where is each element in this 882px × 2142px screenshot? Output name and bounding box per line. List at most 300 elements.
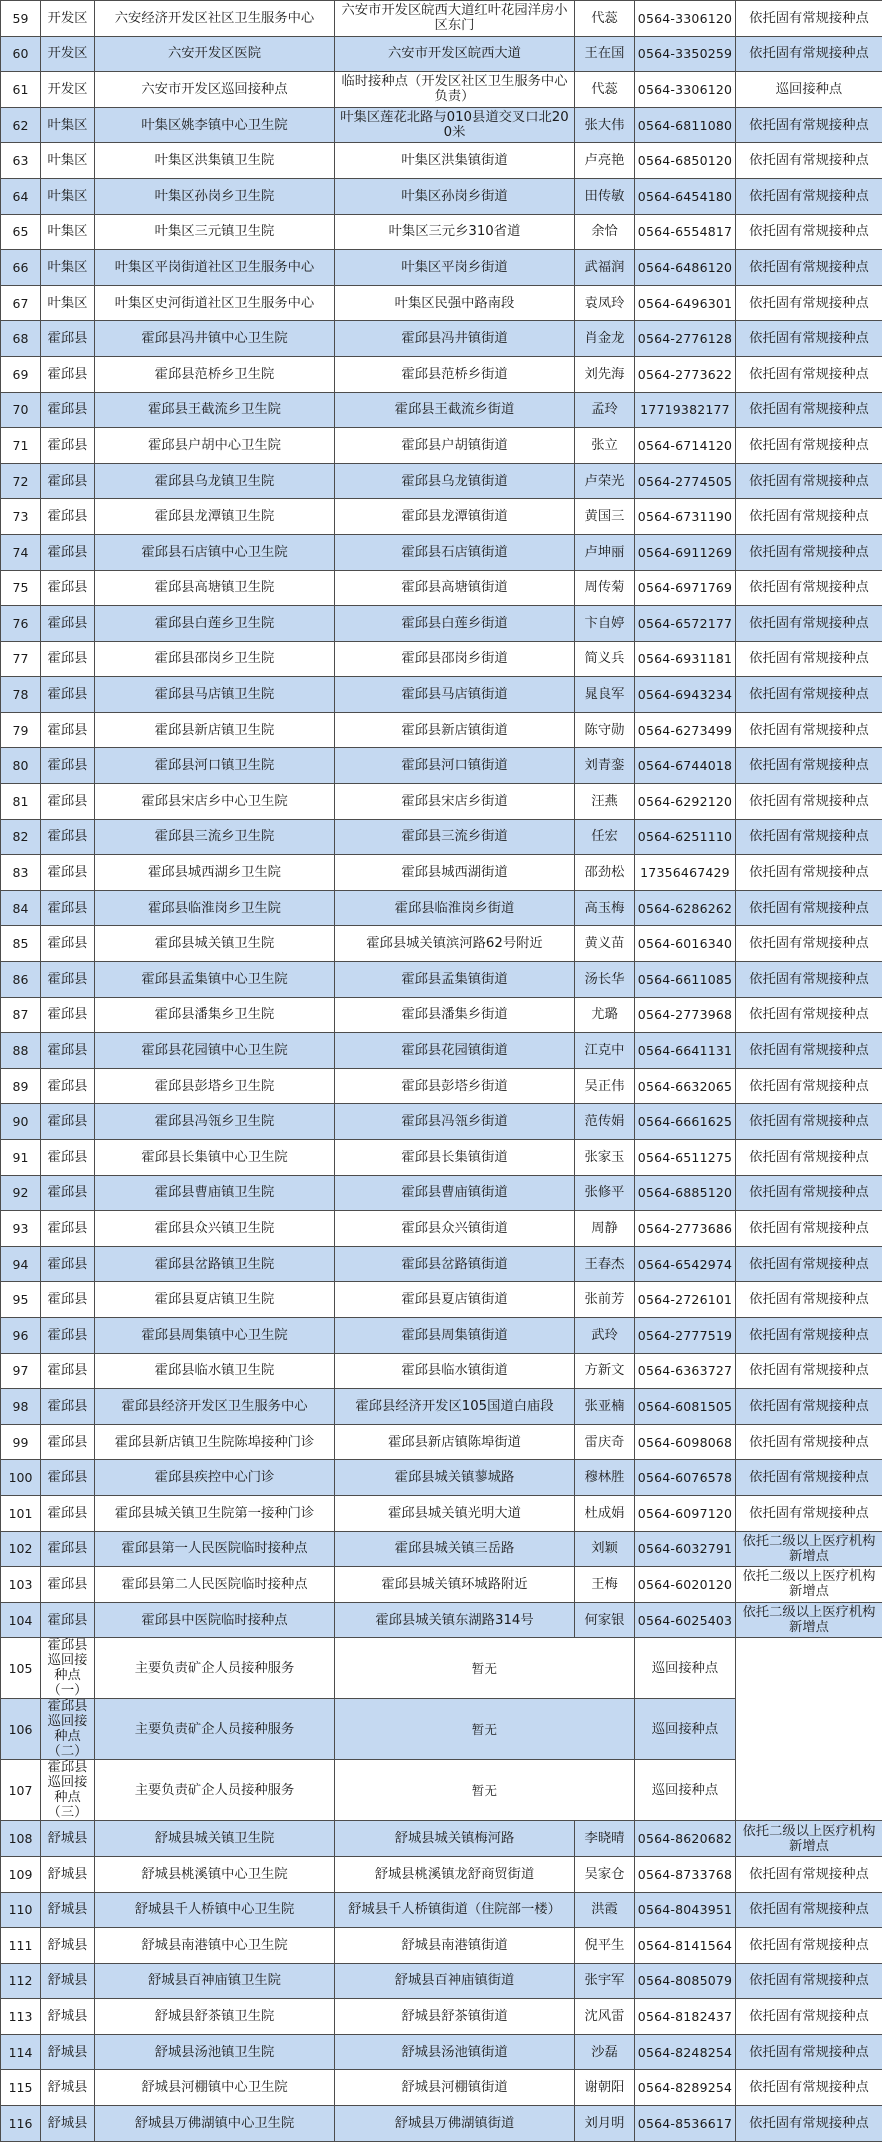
cell-address: 霍邱县城西湖街道 [335,855,575,891]
table-row [1,1760,882,1821]
cell-phone: 0564-8085079 [635,1963,736,1999]
cell-contact: 王在国 [575,36,635,72]
cell-contact: 卢亮艳 [575,143,635,179]
cell-no: 97 [1,1353,41,1389]
cell-address: 叶集区三元乡310省道 [335,214,575,250]
cell-phone: 0564-6714120 [635,428,736,464]
cell-address: 临时接种点（开发区社区卫生服务中心负责） [335,72,575,108]
cell-no: 81 [1,784,41,820]
cell-address: 霍邱县高塘镇街道 [335,570,575,606]
cell-no: 60 [1,36,41,72]
table-row [1,1140,882,1176]
cell-site-type: 依托固有常规接种点 [736,178,882,214]
cell-no: 110 [1,1892,41,1928]
cell-no: 104 [1,1602,41,1638]
cell-district: 叶集区 [41,143,95,179]
cell-site-type: 依托二级以上医疗机构新增点 [736,1531,882,1567]
cell-district: 霍邱县 [41,1246,95,1282]
cell-site-type: 依托固有常规接种点 [736,1,882,37]
cell-address: 叶集区平岗乡街道 [335,250,575,286]
cell-phone: 0564-6850120 [635,143,736,179]
table-row [1,1460,882,1496]
cell-phone: 0564-6020120 [635,1567,736,1603]
cell-district: 舒城县 [41,1821,95,1857]
cell-site-name: 霍邱县花园镇中心卫生院 [95,1033,335,1069]
cell-site-name: 舒城县百神庙镇卫生院 [95,1963,335,1999]
cell-site-type: 依托固有常规接种点 [736,1963,882,1999]
cell-no: 83 [1,855,41,891]
cell-site-type: 依托固有常规接种点 [736,855,882,891]
cell-contact: 田传敏 [575,178,635,214]
cell-address: 舒城县桃溪镇龙舒商贸街道 [335,1856,575,1892]
cell-phone: 0564-6016340 [635,926,736,962]
cell-district: 霍邱县 [41,570,95,606]
cell-no: 70 [1,392,41,428]
cell-contact: 王春杰 [575,1246,635,1282]
cell-contact: 张宇军 [575,1963,635,1999]
cell-phone: 暂无 [335,1638,635,1699]
cell-phone: 0564-8620682 [635,1821,736,1857]
cell-phone: 0564-8536617 [635,2106,736,2142]
cell-district: 霍邱县 [41,819,95,855]
cell-contact: 黄义苗 [575,926,635,962]
cell-site-name: 霍邱县城西湖乡卫生院 [95,855,335,891]
cell-district: 霍邱县 [41,1602,95,1638]
cell-address: 舒城县河棚镇街道 [335,2070,575,2106]
table-row [1,819,882,855]
cell-site-name: 霍邱县乌龙镇卫生院 [95,463,335,499]
cell-site-name: 霍邱县巡回接种点（一） [41,1638,95,1699]
cell-address: 霍邱县河口镇街道 [335,748,575,784]
cell-no: 73 [1,499,41,535]
cell-contact: 代蕊 [575,1,635,37]
cell-phone: 0564-3350259 [635,36,736,72]
cell-no: 96 [1,1317,41,1353]
cell-contact: 汪燕 [575,784,635,820]
cell-site-type: 依托固有常规接种点 [736,534,882,570]
cell-site-type: 依托固有常规接种点 [736,143,882,179]
cell-site-type: 依托固有常规接种点 [736,677,882,713]
cell-site-name: 叶集区三元镇卫生院 [95,214,335,250]
cell-site-type: 依托固有常规接种点 [736,321,882,357]
table-row [1,1821,882,1857]
cell-contact: 卞自婷 [575,606,635,642]
cell-site-name: 霍邱县河口镇卫生院 [95,748,335,784]
table-row [1,1068,882,1104]
cell-site-type: 依托固有常规接种点 [736,1211,882,1247]
cell-address: 霍邱县范桥乡街道 [335,356,575,392]
cell-no: 113 [1,1999,41,2035]
cell-district: 霍邱县 [41,321,95,357]
cell-phone: 0564-6811080 [635,107,736,143]
table-row [1,178,882,214]
cell-contact: 武玲 [575,1317,635,1353]
cell-district: 霍邱县 [41,1531,95,1567]
cell-site-name: 舒城县舒茶镇卫生院 [95,1999,335,2035]
cell-contact: 邵劲松 [575,855,635,891]
table-row [1,1999,882,2035]
cell-site-name: 霍邱县孟集镇中心卫生院 [95,962,335,998]
cell-site-name: 霍邱县三流乡卫生院 [95,819,335,855]
table-row [1,356,882,392]
cell-site-name: 舒城县城关镇卫生院 [95,1821,335,1857]
cell-phone: 0564-6511275 [635,1140,736,1176]
cell-address: 霍邱县彭塔乡街道 [335,1068,575,1104]
cell-site-type: 依托二级以上医疗机构新增点 [736,1821,882,1857]
cell-site-name: 霍邱县周集镇中心卫生院 [95,1317,335,1353]
table-row [1,534,882,570]
cell-contact: 卢坤丽 [575,534,635,570]
table-row [1,641,882,677]
cell-contact: 孟玲 [575,392,635,428]
cell-phone: 0564-6273499 [635,712,736,748]
cell-site-type: 依托固有常规接种点 [736,1928,882,1964]
cell-site-type: 巡回接种点 [635,1699,736,1760]
table-row [1,1104,882,1140]
cell-address: 霍邱县新店镇街道 [335,712,575,748]
cell-phone: 0564-2777519 [635,1317,736,1353]
cell-district: 霍邱县 [41,356,95,392]
cell-no: 72 [1,463,41,499]
cell-address: 主要负责矿企人员接种服务 [95,1760,335,1821]
cell-address: 霍邱县长集镇街道 [335,1140,575,1176]
table-row [1,107,882,143]
cell-phone: 0564-2773686 [635,1211,736,1247]
table-row [1,428,882,464]
cell-district: 霍邱县 [41,463,95,499]
cell-district: 舒城县 [41,1963,95,1999]
cell-site-type: 依托固有常规接种点 [736,926,882,962]
table-row [1,1699,882,1760]
cell-district: 霍邱县 [41,534,95,570]
table-row [1,997,882,1033]
cell-phone: 17719382177 [635,392,736,428]
cell-site-name: 霍邱县第二人民医院临时接种点 [95,1567,335,1603]
table-row [1,677,882,713]
cell-address: 霍邱县孟集镇街道 [335,962,575,998]
cell-district: 霍邱县 [41,499,95,535]
cell-site-name: 霍邱县范桥乡卫生院 [95,356,335,392]
cell-site-name: 舒城县千人桥镇中心卫生院 [95,1892,335,1928]
cell-site-name: 霍邱县夏店镇卫生院 [95,1282,335,1318]
cell-phone: 0564-8182437 [635,1999,736,2035]
cell-site-name: 霍邱县曹庙镇卫生院 [95,1175,335,1211]
cell-phone: 0564-3306120 [635,72,736,108]
cell-site-name: 霍邱县众兴镇卫生院 [95,1211,335,1247]
cell-contact: 袁凤玲 [575,285,635,321]
table-row [1,748,882,784]
cell-address: 霍邱县众兴镇街道 [335,1211,575,1247]
cell-contact: 张立 [575,428,635,464]
cell-phone: 0564-6661625 [635,1104,736,1140]
cell-district: 叶集区 [41,178,95,214]
cell-district: 舒城县 [41,1928,95,1964]
cell-site-type: 依托固有常规接种点 [736,712,882,748]
cell-address: 舒城县城关镇梅河路 [335,1821,575,1857]
cell-no: 59 [1,1,41,37]
cell-site-name: 舒城县万佛湖镇中心卫生院 [95,2106,335,2142]
cell-site-type: 依托固有常规接种点 [736,250,882,286]
cell-district: 霍邱县 [41,1424,95,1460]
cell-site-name: 霍邱县城关镇卫生院第一接种门诊 [95,1495,335,1531]
cell-address: 舒城县千人桥镇街道（住院部一楼） [335,1892,575,1928]
cell-site-type: 依托固有常规接种点 [736,1389,882,1425]
cell-district: 霍邱县 [41,1282,95,1318]
table-row [1,392,882,428]
cell-address: 霍邱县临水镇街道 [335,1353,575,1389]
table-row [1,1424,882,1460]
cell-site-type: 依托固有常规接种点 [736,285,882,321]
cell-site-type: 依托固有常规接种点 [736,1317,882,1353]
table-row [1,1892,882,1928]
cell-district: 霍邱县 [41,1389,95,1425]
table-row [1,1602,882,1638]
cell-address: 霍邱县户胡镇街道 [335,428,575,464]
cell-no: 76 [1,606,41,642]
table-row [1,855,882,891]
cell-site-name: 霍邱县冯瓴乡卫生院 [95,1104,335,1140]
cell-site-type: 依托固有常规接种点 [736,784,882,820]
cell-site-name: 霍邱县第一人民医院临时接种点 [95,1531,335,1567]
cell-contact: 李晓晴 [575,1821,635,1857]
cell-site-type: 依托固有常规接种点 [736,997,882,1033]
cell-no: 86 [1,962,41,998]
cell-district: 开发区 [41,72,95,108]
cell-phone: 0564-2726101 [635,1282,736,1318]
cell-site-type: 依托固有常规接种点 [736,1892,882,1928]
cell-site-type: 依托固有常规接种点 [736,570,882,606]
table-row [1,36,882,72]
cell-contact: 洪霞 [575,1892,635,1928]
cell-site-type: 依托固有常规接种点 [736,499,882,535]
cell-site-name: 霍邱县疾控中心门诊 [95,1460,335,1496]
cell-site-name: 叶集区史河街道社区卫生服务中心 [95,285,335,321]
cell-no: 100 [1,1460,41,1496]
cell-site-name: 霍邱县高塘镇卫生院 [95,570,335,606]
cell-site-type: 巡回接种点 [635,1760,736,1821]
cell-site-type: 依托固有常规接种点 [736,214,882,250]
cell-district: 霍邱县 [41,1495,95,1531]
cell-site-name: 叶集区洪集镇卫生院 [95,143,335,179]
cell-no: 68 [1,321,41,357]
cell-phone: 0564-6292120 [635,784,736,820]
cell-district: 霍邱县 [41,1033,95,1069]
table-body [1,1,882,2142]
cell-site-type: 依托固有常规接种点 [736,1068,882,1104]
cell-address: 舒城县舒茶镇街道 [335,1999,575,2035]
cell-site-name: 霍邱县临水镇卫生院 [95,1353,335,1389]
table-row [1,250,882,286]
cell-site-type: 依托固有常规接种点 [736,1140,882,1176]
cell-no: 90 [1,1104,41,1140]
cell-site-name: 霍邱县岔路镇卫生院 [95,1246,335,1282]
cell-phone: 0564-6572177 [635,606,736,642]
cell-no: 91 [1,1140,41,1176]
cell-phone: 0564-6971769 [635,570,736,606]
cell-contact: 尤璐 [575,997,635,1033]
cell-district: 霍邱县 [41,784,95,820]
cell-address: 霍邱县花园镇街道 [335,1033,575,1069]
cell-site-name: 霍邱县城关镇卫生院 [95,926,335,962]
cell-site-type: 依托固有常规接种点 [736,2070,882,2106]
table-row [1,784,882,820]
cell-no: 114 [1,2034,41,2070]
cell-site-name: 叶集区孙岗乡卫生院 [95,178,335,214]
cell-district: 霍邱县 [41,1211,95,1247]
cell-phone: 0564-8289254 [635,2070,736,2106]
cell-no: 71 [1,428,41,464]
cell-district: 霍邱县 [41,890,95,926]
cell-phone: 17356467429 [635,855,736,891]
cell-no: 79 [1,712,41,748]
cell-phone: 0564-6081505 [635,1389,736,1425]
cell-contact: 范传娟 [575,1104,635,1140]
cell-no: 107 [1,1760,41,1821]
cell-site-type: 依托固有常规接种点 [736,1033,882,1069]
cell-district: 霍邱县 [41,1460,95,1496]
cell-site-name: 舒城县汤池镇卫生院 [95,2034,335,2070]
cell-phone: 0564-6032791 [635,1531,736,1567]
cell-no: 115 [1,2070,41,2106]
cell-address: 叶集区孙岗乡街道 [335,178,575,214]
cell-phone: 0564-6641131 [635,1033,736,1069]
cell-district: 霍邱县 [41,606,95,642]
cell-district: 霍邱县 [41,926,95,962]
cell-no: 75 [1,570,41,606]
cell-contact: 张大伟 [575,107,635,143]
table-row [1,499,882,535]
cell-phone: 0564-6496301 [635,285,736,321]
cell-contact: 肖金龙 [575,321,635,357]
cell-site-type: 依托固有常规接种点 [736,2034,882,2070]
cell-site-type: 依托固有常规接种点 [736,641,882,677]
cell-site-type: 依托固有常规接种点 [736,962,882,998]
cell-site-name: 霍邱县冯井镇中心卫生院 [95,321,335,357]
cell-contact: 刘颖 [575,1531,635,1567]
cell-phone: 0564-6885120 [635,1175,736,1211]
cell-district: 舒城县 [41,1999,95,2035]
cell-no: 67 [1,285,41,321]
cell-district: 开发区 [41,36,95,72]
cell-address: 六安市开发区皖西大道 [335,36,575,72]
cell-site-name: 舒城县桃溪镇中心卫生院 [95,1856,335,1892]
table-row [1,321,882,357]
cell-no: 101 [1,1495,41,1531]
cell-address: 霍邱县乌龙镇街道 [335,463,575,499]
cell-no: 66 [1,250,41,286]
cell-site-type: 依托二级以上医疗机构新增点 [736,1567,882,1603]
cell-contact: 王梅 [575,1567,635,1603]
cell-address: 叶集区民强中路南段 [335,285,575,321]
cell-site-name: 霍邱县户胡中心卫生院 [95,428,335,464]
cell-district: 叶集区 [41,285,95,321]
cell-no: 94 [1,1246,41,1282]
cell-phone: 0564-6542974 [635,1246,736,1282]
cell-site-name: 霍邱县新店镇卫生院 [95,712,335,748]
cell-contact: 方新文 [575,1353,635,1389]
cell-no: 74 [1,534,41,570]
cell-site-type: 依托固有常规接种点 [736,1999,882,2035]
cell-phone: 0564-6454180 [635,178,736,214]
cell-site-type: 依托固有常规接种点 [736,819,882,855]
cell-contact: 杜成娟 [575,1495,635,1531]
cell-district: 叶集区 [41,250,95,286]
cell-no: 77 [1,641,41,677]
cell-address: 霍邱县石店镇街道 [335,534,575,570]
cell-contact: 晁良军 [575,677,635,713]
cell-contact: 张前芳 [575,1282,635,1318]
cell-no: 112 [1,1963,41,1999]
table-row [1,2034,882,2070]
cell-no: 64 [1,178,41,214]
cell-site-type: 依托固有常规接种点 [736,1856,882,1892]
cell-site-type: 依托固有常规接种点 [736,1104,882,1140]
cell-site-name: 叶集区平岗街道社区卫生服务中心 [95,250,335,286]
cell-district: 舒城县 [41,2106,95,2142]
cell-contact: 吴家仓 [575,1856,635,1892]
cell-district: 霍邱县 [41,1353,95,1389]
cell-no: 108 [1,1821,41,1857]
cell-site-name: 六安开发区医院 [95,36,335,72]
cell-address: 霍邱县冯井镇街道 [335,321,575,357]
cell-address: 舒城县百神庙镇街道 [335,1963,575,1999]
cell-address: 霍邱县新店镇陈埠街道 [335,1424,575,1460]
table-row [1,1856,882,1892]
cell-no: 105 [1,1638,41,1699]
cell-district: 霍邱县 [41,748,95,784]
table-row [1,285,882,321]
cell-district: 霍邱县 [41,1140,95,1176]
cell-site-name: 霍邱县潘集乡卫生院 [95,997,335,1033]
table-row [1,926,882,962]
cell-address: 霍邱县宋店乡街道 [335,784,575,820]
cell-contact: 周传菊 [575,570,635,606]
cell-address: 霍邱县经济开发区105国道白庙段 [335,1389,575,1425]
cell-site-name: 霍邱县马店镇卫生院 [95,677,335,713]
cell-district: 霍邱县 [41,1317,95,1353]
cell-phone: 0564-6076578 [635,1460,736,1496]
cell-site-name: 六安市开发区巡回接种点 [95,72,335,108]
cell-contact: 沈风雷 [575,1999,635,2035]
cell-no: 103 [1,1567,41,1603]
cell-site-type: 依托固有常规接种点 [736,463,882,499]
cell-no: 88 [1,1033,41,1069]
cell-address: 主要负责矿企人员接种服务 [95,1638,335,1699]
cell-district: 舒城县 [41,1892,95,1928]
table-row [1,1246,882,1282]
cell-no: 87 [1,997,41,1033]
cell-no: 80 [1,748,41,784]
table-row [1,2070,882,2106]
cell-phone: 0564-6744018 [635,748,736,784]
cell-phone: 0564-6486120 [635,250,736,286]
cell-district: 霍邱县 [41,1175,95,1211]
cell-district: 舒城县 [41,1856,95,1892]
cell-no: 116 [1,2106,41,2142]
cell-district: 叶集区 [41,214,95,250]
cell-site-type: 依托固有常规接种点 [736,36,882,72]
cell-address: 霍邱县城关镇光明大道 [335,1495,575,1531]
cell-address: 霍邱县邵岗乡街道 [335,641,575,677]
cell-site-type: 依托固有常规接种点 [736,107,882,143]
cell-address: 六安市开发区皖西大道红叶花园洋房小区东门 [335,1,575,37]
cell-site-type: 巡回接种点 [736,72,882,108]
table-row [1,2106,882,2142]
cell-no: 89 [1,1068,41,1104]
cell-contact: 余恰 [575,214,635,250]
cell-site-name: 霍邱县巡回接种点（二） [41,1699,95,1760]
cell-contact: 沙磊 [575,2034,635,2070]
